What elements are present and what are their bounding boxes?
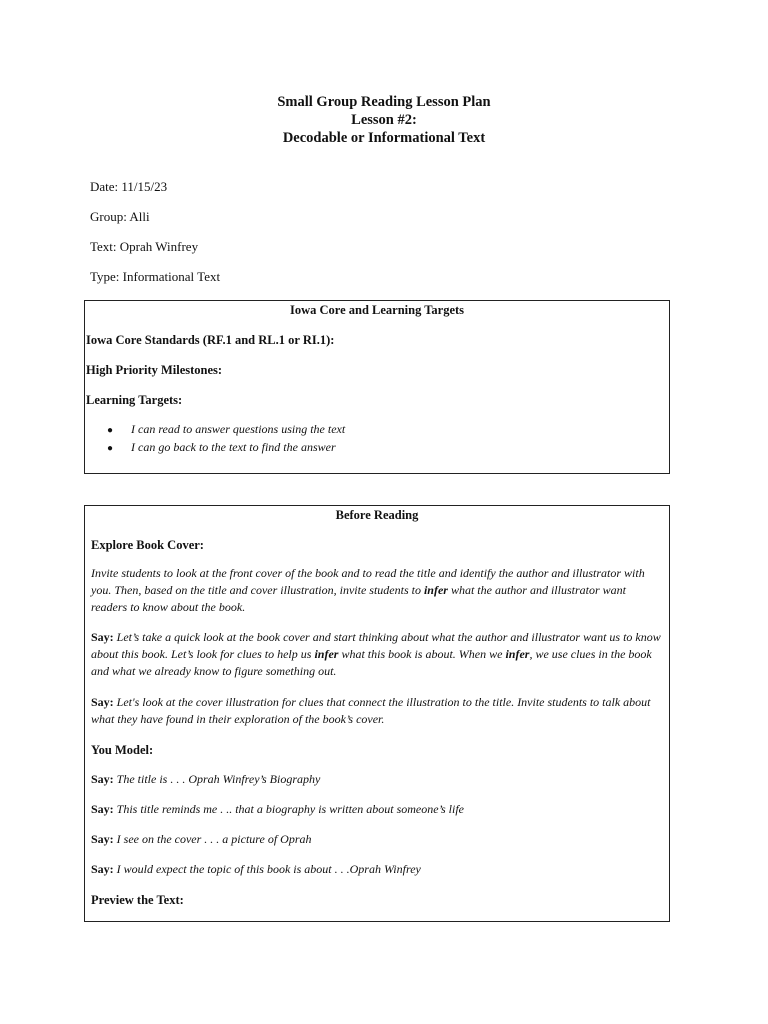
bullet-icon: ● (107, 443, 114, 454)
before-reading-title: Before Reading (335, 508, 419, 522)
list-item: ● I can read to answer questions using the text (107, 421, 345, 439)
list-item: ● I can go back to the text to find the answer (107, 439, 336, 457)
say-paragraph-1: Say: Let’s take a quick look at the book cover and start thinking about what the author and illustrator want us to know about this book. Let’s look for clues to help us infer what this book is about. When we infer, we use clues in the book and what we already know to figure something out. (91, 630, 661, 678)
date-line: Date: 11/15/23 (90, 179, 168, 194)
model-line-4: Say: I would expect the topic of this book is about . . .Oprah Winfrey (91, 862, 421, 876)
before-reading-box (84, 505, 670, 922)
iowa-core-title: Iowa Core and Learning Targets (289, 303, 465, 317)
iowa-core-box (84, 300, 670, 474)
high-priority-milestones: High Priority Milestones: (86, 363, 223, 377)
model-line-2: Say: This title reminds me . .. that a biography is written about someone’s life (91, 802, 464, 816)
group-line: Group: Alli (90, 209, 150, 224)
invite-paragraph: Invite students to look at the front cover of the book and to read the title and identify the author and illustrator with you. Then, based on the title and cover illustration, invite students to infer what the author and illustrator want readers to know about the book. (91, 566, 645, 614)
model-line-3: Say: I see on the cover . . . a picture of Oprah (91, 832, 312, 846)
lesson-plan-header (0, 93, 768, 147)
header-subtitle: Decodable or Informational Text (282, 130, 486, 146)
say-paragraph-2: Say: Let's look at the cover illustration for clues that connect the illustration to the title. Invite students to talk about what they have found in their exploration of the book’s cover. (91, 695, 651, 726)
text-line: Text: Oprah Winfrey (90, 239, 199, 254)
header-title: Small Group Reading Lesson Plan (277, 94, 491, 110)
type-line: Type: Informational Text (90, 269, 221, 284)
learning-targets-heading: Learning Targets: (86, 393, 183, 407)
header-lesson-number: Lesson #2: (351, 112, 417, 128)
explore-book-cover-heading: Explore Book Cover: (91, 538, 204, 552)
preview-text-heading: Preview the Text: (91, 893, 184, 907)
you-model-heading: You Model: (91, 743, 154, 757)
iowa-core-standards: Iowa Core Standards (RF.1 and RL.1 or RI.1): (86, 333, 335, 347)
bullet-icon: ● (107, 425, 114, 436)
model-line-1: Say: The title is . . . Oprah Winfrey’s Biography (91, 772, 321, 786)
